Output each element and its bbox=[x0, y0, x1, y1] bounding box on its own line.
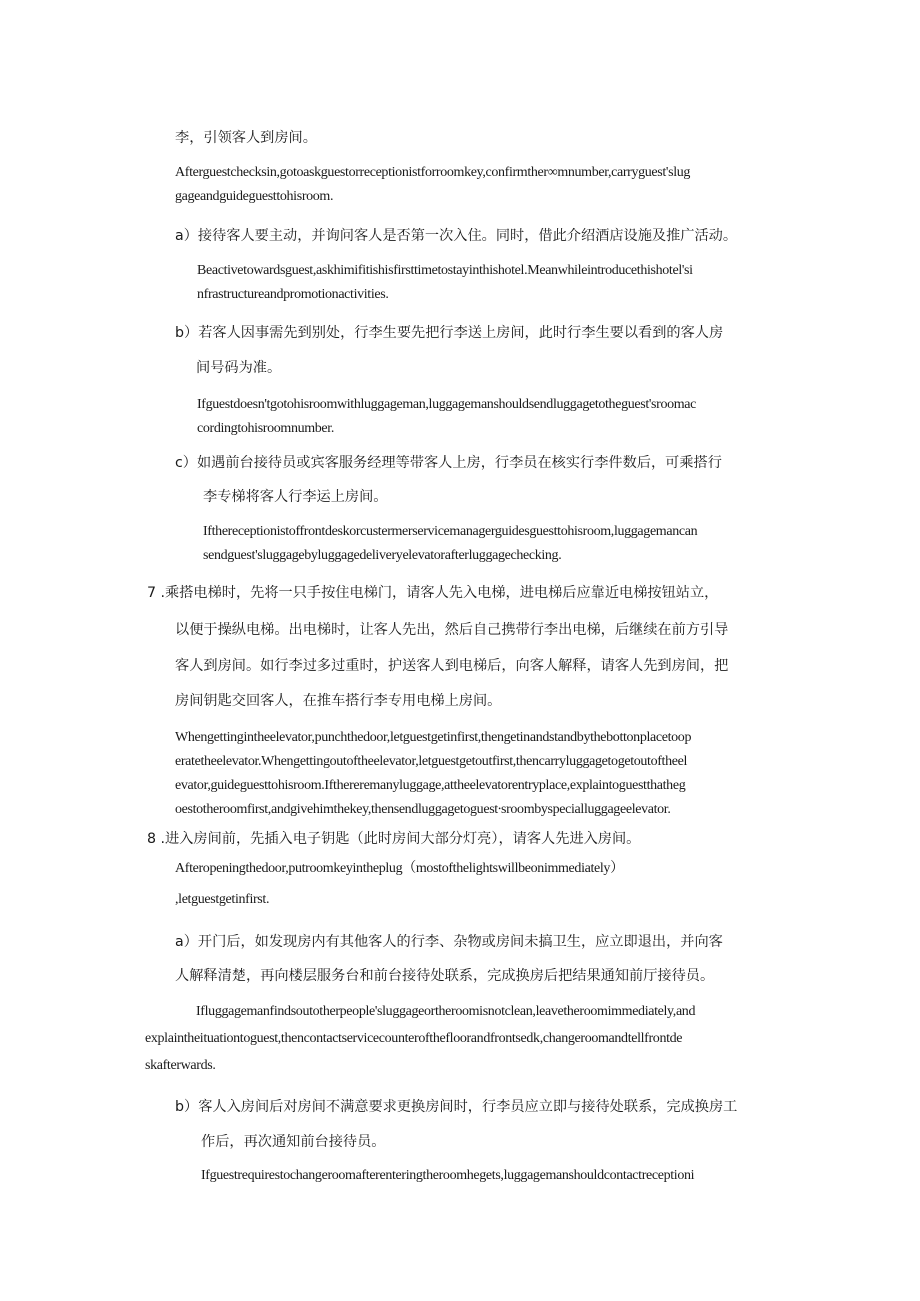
text-line: sendguest'sluggagebyluggagedeliveryelevatorafterluggagechecking. bbox=[203, 548, 562, 563]
text-line: Whengettingintheelevator,punchthedoor,letguestgetinfirst,thengetinandstandbythebottonplacetoop bbox=[175, 730, 692, 745]
text-line: Beactivetowardsguest,askhimifitishisfirsttimetostayinthishotel.Meanwhileintroducethishotel'si bbox=[197, 263, 693, 278]
text-line: 李，引领客人到房间。 bbox=[175, 130, 317, 146]
text-line: 8 .进入房间前，先插入电子钥匙（此时房间大部分灯亮），请客人先进入房间。 bbox=[147, 831, 641, 847]
text-line: skafterwards. bbox=[145, 1058, 216, 1073]
text-line: 间号码为准。 bbox=[196, 360, 282, 376]
text-line: 以便于操纵电梯。出电梯时，让客人先出，然后自己携带行李出电梯，后继续在前方引导 bbox=[175, 622, 729, 638]
text-line: eratetheelevator.Whengettingoutoftheelevator,letguestgetoutfirst,thencarryluggagetogetoutoftheel bbox=[175, 754, 688, 769]
text-line: 客人到房间。如行李过多过重时，护送客人到电梯后，向客人解释，请客人先到房间，把 bbox=[175, 658, 729, 674]
text-line: a）接待客人要主动，并询问客人是否第一次入住。同时，借此介绍酒店设施及推广活动。 bbox=[175, 228, 738, 244]
text-line: nfrastructureandpromotionactivities. bbox=[197, 287, 389, 302]
text-line: 房间钥匙交回客人，在推车搭行李专用电梯上房间。 bbox=[175, 693, 502, 709]
text-line: Ifluggagemanfindsoutotherpeople'sluggageortheroomisnotclean,leavetheroomimmediately,and bbox=[196, 1004, 696, 1019]
text-line: cordingtohisroomnumber. bbox=[197, 421, 334, 436]
text-line: c）如遇前台接待员或宾客服务经理等带客人上房，行李员在核实行李件数后，可乘搭行 bbox=[175, 455, 722, 471]
text-line: 作后，再次通知前台接待员。 bbox=[201, 1134, 386, 1150]
text-line: a）开门后，如发现房内有其他客人的行李、杂物或房间未搞卫生，应立即退出，并向客 bbox=[175, 934, 723, 950]
text-line: 人解释清楚，再向楼层服务台和前台接待处联系，完成换房后把结果通知前厅接待员。 bbox=[175, 968, 715, 984]
text-line: b）客人入房间后对房间不满意要求更换房间时，行李员应立即与接待处联系，完成换房工 bbox=[175, 1099, 738, 1115]
text-line: Ifguestrequirestochangeroomafterenteringtheroomhegets,luggagemanshouldcontactreceptioni bbox=[201, 1168, 695, 1183]
text-line: ,letguestgetinfirst. bbox=[175, 892, 270, 907]
text-line: Afterguestchecksin,gotoaskguestorreceptionistforroomkey,confirmther∞mnumber,carryguest'slug bbox=[175, 165, 691, 180]
text-line: evator,guideguesttohisroom.Ifthereremanyluggage,attheelevatorentryplace,explaintoguestthatheg bbox=[175, 778, 686, 793]
text-line: 李专梯将客人行李运上房间。 bbox=[203, 489, 388, 505]
text-line: b）若客人因事需先到别处，行李生要先把行李送上房间，此时行李生要以看到的客人房 bbox=[175, 325, 724, 341]
text-line: Afteropeningthedoor,putroomkeyintheplug（mostofthelightswillbeonimmediately） bbox=[175, 861, 624, 876]
text-line: oestotheroomfirst,andgivehimthekey,thensendluggagetoguest∙sroombyspecialluggageelevator. bbox=[175, 802, 671, 817]
text-line: Ifthereceptionistoffrontdeskorcustermerservicemanagerguidesguesttohisroom,luggagemancan bbox=[203, 524, 698, 539]
text-line: gageandguideguesttohisroom. bbox=[175, 189, 334, 204]
text-line: Ifguestdoesn'tgotohisroomwithluggageman,luggagemanshouldsendluggagetotheguest'sroomac bbox=[197, 397, 697, 412]
text-line: explaintheituationtoguest,thencontactservicecounterofthefloorandfrontsedk,changeroomandtellfrontde bbox=[145, 1031, 683, 1046]
text-line: 7 .乘搭电梯时，先将一只手按住电梯门，请客人先入电梯，进电梯后应靠近电梯按钮站立， bbox=[147, 585, 719, 601]
